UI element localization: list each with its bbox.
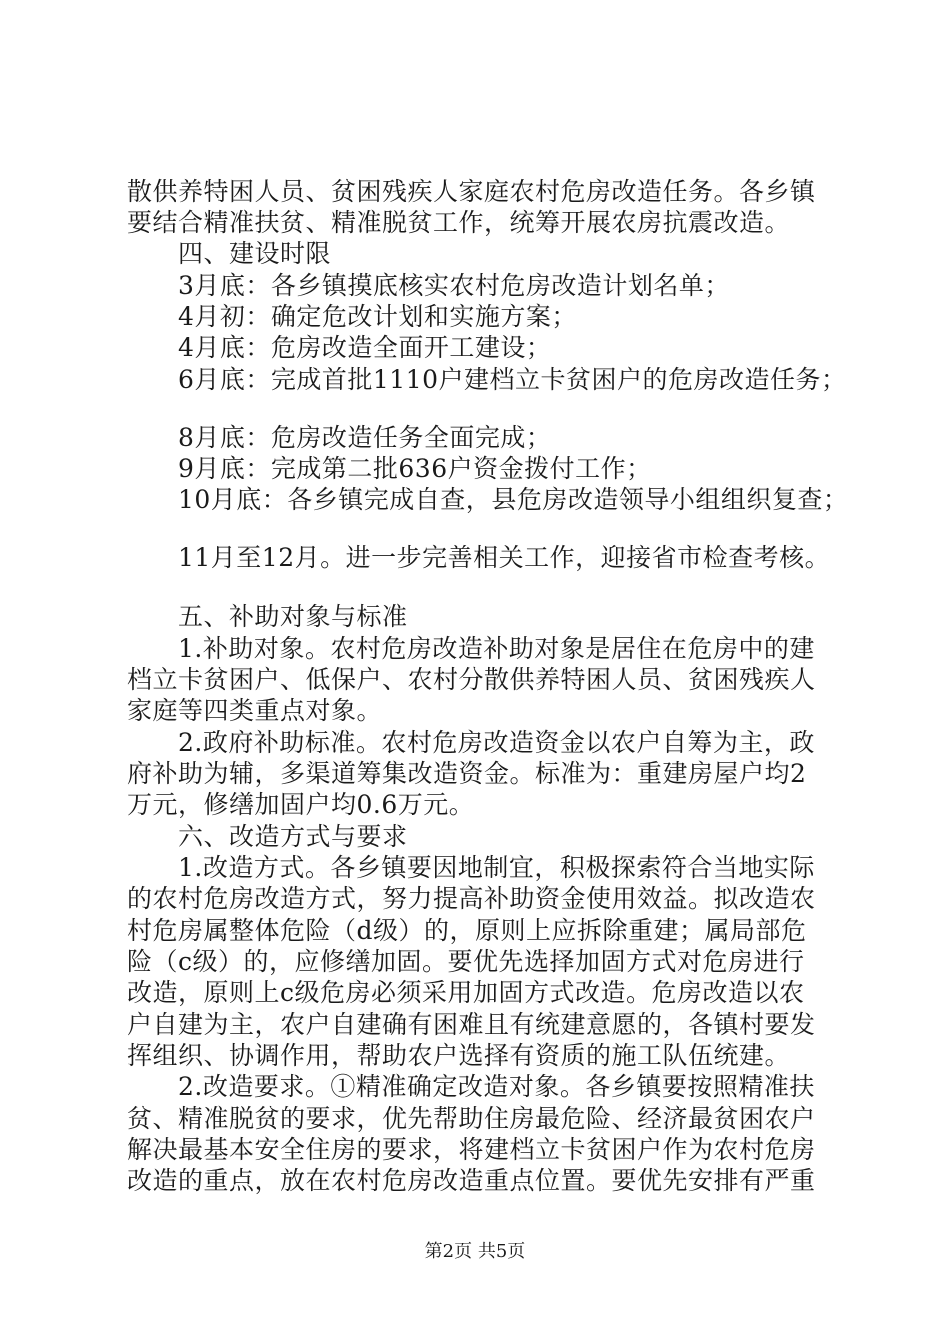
text-line: 散供养特困人员、贫困残疾人家庭农村危房改造任务。各乡镇	[127, 177, 816, 206]
page-number-footer: 第2页 共5页	[424, 1241, 526, 1262]
text-line: 10月底：各乡镇完成自查，县危房改造领导小组组织复查；	[178, 485, 849, 514]
text-line: 的农村危房改造方式，努力提高补助资金使用效益。拟改造农	[127, 884, 816, 913]
text-line: 家庭等四类重点对象。	[127, 696, 383, 725]
text-line: 11月至12月。进一步完善相关工作，迎接省市检查考核。	[178, 543, 831, 572]
section-heading: 五、补助对象与标准	[178, 602, 408, 631]
text-line: 档立卡贫困户、低保户、农村分散供养特困人员、贫困残疾人	[127, 665, 816, 694]
text-line: 改造，原则上c级危房必须采用加固方式改造。危房改造以农	[127, 978, 805, 1007]
text-line: 1.补助对象。农村危房改造补助对象是居住在危房中的建	[178, 634, 815, 663]
section-heading: 四、建设时限	[178, 239, 332, 268]
text-line: 4月底：危房改造全面开工建设；	[178, 333, 552, 362]
text-line: 贫、精准脱贫的要求，优先帮助住房最危险、经济最贫困农户	[127, 1104, 816, 1133]
text-line: 4月初：确定危改计划和实施方案；	[178, 302, 577, 331]
text-line: 要结合精准扶贫、精准脱贫工作，统筹开展农房抗震改造。	[127, 208, 791, 237]
text-line: 6月底：完成首批1110户建档立卡贫困户的危房改造任务；	[178, 365, 847, 394]
text-line: 村危房属整体危险（d级）的，原则上应拆除重建；属局部危	[127, 916, 807, 945]
section-heading: 六、改造方式与要求	[178, 822, 408, 851]
text-line: 解决最基本安全住房的要求，将建档立卡贫困户作为农村危房	[127, 1135, 816, 1164]
text-line: 3月底：各乡镇摸底核实农村危房改造计划名单；	[178, 271, 730, 300]
text-line: 2.政府补助标准。农村危房改造资金以农户自筹为主，政	[178, 728, 815, 757]
text-line: 2.改造要求。①精准确定改造对象。各乡镇要按照精准扶	[178, 1072, 815, 1101]
text-line: 1.改造方式。各乡镇要因地制宜，积极探索符合当地实际	[178, 853, 815, 882]
text-line: 险（c级）的，应修缮加固。要优先选择加固方式对危房进行	[127, 947, 805, 976]
text-line: 挥组织、协调作用，帮助农户选择有资质的施工队伍统建。	[127, 1041, 791, 1070]
text-line: 万元，修缮加固户均0.6万元。	[127, 790, 475, 819]
text-line: 9月底：完成第二批636户资金拨付工作；	[178, 454, 652, 483]
text-line: 户自建为主，农户自建确有困难且有统建意愿的，各镇村要发	[127, 1010, 816, 1039]
text-line: 8月底：危房改造任务全面完成；	[178, 423, 552, 452]
text-line: 府补助为辅，多渠道筹集改造资金。标准为：重建房屋户均2	[127, 759, 807, 788]
text-line: 改造的重点，放在农村危房改造重点位置。要优先安排有严重	[127, 1166, 816, 1195]
